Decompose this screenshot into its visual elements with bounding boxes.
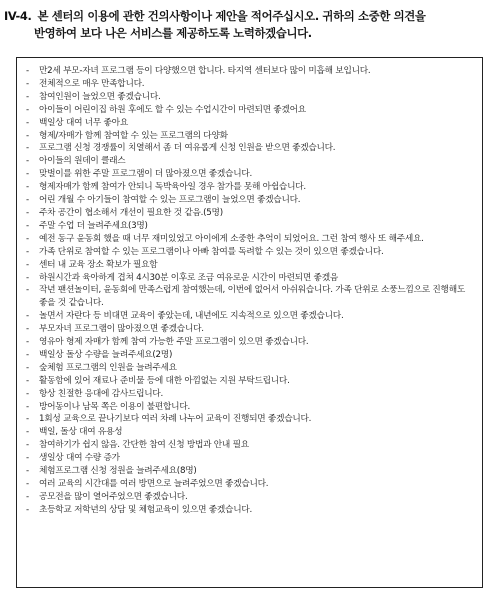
response-item: - 여러 교육의 시간대를 여러 방면으로 늘려주었으면 좋겠습니다. xyxy=(25,478,476,491)
response-item: - 공모전을 많이 열어주었으면 좋겠습니다. xyxy=(25,491,476,504)
response-item: - 주말 수업 더 늘려주세요(3명) xyxy=(25,220,476,233)
question-heading xyxy=(4,8,494,42)
question-text-line-1: 본 센터의 이용에 관한 건의사항이나 제안을 적어주십시오. 귀하의 소중한 의견을 xyxy=(37,9,426,23)
response-item: - 전체적으로 매우 만족합니다. xyxy=(25,78,476,91)
response-item: - 어린 개월 수 아기들이 참여할 수 있는 프로그램이 늘었으면 좋겠습니다. xyxy=(25,194,476,207)
response-item: - 참여하기가 쉽지 않음. 간단한 참여 신청 방법과 안내 필요 xyxy=(25,439,476,452)
response-item: - 활동함에 있어 재료나 준비물 등에 대한 아낌없는 지원 부탁드립니다. xyxy=(25,375,476,388)
question-text-line-2: 반영하여 보다 나은 서비스를 제공하도록 노력하겠습니다. xyxy=(34,26,312,40)
response-item: - 센터 내 교육 장소 확보가 필요함 xyxy=(25,259,476,272)
response-item: - 아이들이 어린이집 하원 후에도 할 수 있는 수업시간이 마련되면 좋겠어요 xyxy=(25,104,476,117)
response-item: - 백일상 돌상 수량을 늘려주세요(2명) xyxy=(25,349,476,362)
response-item: - 주차 공간이 협소해서 개선이 필요한 것 같음.(5명) xyxy=(25,207,476,220)
response-item: - 가족 단위로 참여할 수 있는 프로그램이나 아빠 참여를 독려할 수 있는 것이 있으면 좋겠습니다. xyxy=(25,246,476,259)
response-item: - 항상 친절한 응대에 감사드립니다. xyxy=(25,388,476,401)
response-item: - 만2세 부모-자녀 프로그램 등이 다양했으면 합니다. 타지역 센터보다 많이 미흡해 보입니다. xyxy=(25,65,476,78)
response-item: - 부모자녀 프로그램이 많아졌으면 좋겠습니다. xyxy=(25,323,476,336)
response-item: - 영유아 형제 자매가 함께 참여 가능한 주말 프로그램이 있으면 좋겠습니다. xyxy=(25,336,476,349)
response-item: - 체험프로그램 신청 정원을 늘려주세요(8명) xyxy=(25,465,476,478)
response-item: - 백일, 돌상 대여 유용성 xyxy=(25,426,476,439)
response-item: - 참여인원이 늘었으면 좋겠습니다. xyxy=(25,91,476,104)
response-item: - 아이들의 원데이 클래스 xyxy=(25,155,476,168)
response-item: - 놀면서 자란다 등 비대면 교육이 좋았는데, 내년에도 지속적으로 있으면 좋겠습니다. xyxy=(25,310,476,323)
response-item: - 백일상 대여 너무 좋아요 xyxy=(25,117,476,130)
response-item: - 형제자매가 함께 참여가 안되니 독박육아일 경우 참가를 못해 아쉽습니다. xyxy=(25,181,476,194)
response-item: - 방어동이나 남목 쪽은 이용이 불편합니다. xyxy=(25,401,476,414)
question-number: IV-4. xyxy=(4,9,32,23)
response-item: - 하원시간과 육아하게 겹쳐 4시30분 이후로 조금 여유로운 시간이 마련되면 좋겠음 xyxy=(25,272,476,285)
response-item: - 맞벌이를 위한 주말 프로그램이 더 많아졌으면 좋겠습니다. xyxy=(25,168,476,181)
response-item: - 숲체험 프로그램의 인원을 늘려주세요 xyxy=(25,362,476,375)
response-item: - 형제/자매가 함께 참여할 수 있는 프로그램의 다양화 xyxy=(25,130,476,143)
response-list xyxy=(25,65,476,517)
response-item: - 작년 팬션놀이터, 윤동회에 만족스럽게 참여했는데, 이번에 없어서 아쉬워습니다. 가족 단위로 소풍느낌으로 진행해도 좋을 것 같습니다. xyxy=(25,284,476,310)
responses-box xyxy=(16,57,483,588)
response-item: - 예전 동구 윤동회 했을 때 너무 재미있었고 아이에게 소중한 추억이 되었어요. 그런 참여 행사 또 해주세요. xyxy=(25,233,476,246)
response-item: - 초등학교 저학년의 상담 및 체험교육이 있으면 좋겠습니다. xyxy=(25,504,476,517)
response-item: - 1회성 교육으로 끝나기보다 여러 차례 나누어 교육이 진행되면 좋겠습니다. xyxy=(25,413,476,426)
response-item: - 생일상 대여 수량 증가 xyxy=(25,452,476,465)
response-item: - 프로그램 신청 경쟁률이 치열해서 좀 더 여유롭게 신청 인원을 받으면 좋겠습니다. xyxy=(25,142,476,155)
